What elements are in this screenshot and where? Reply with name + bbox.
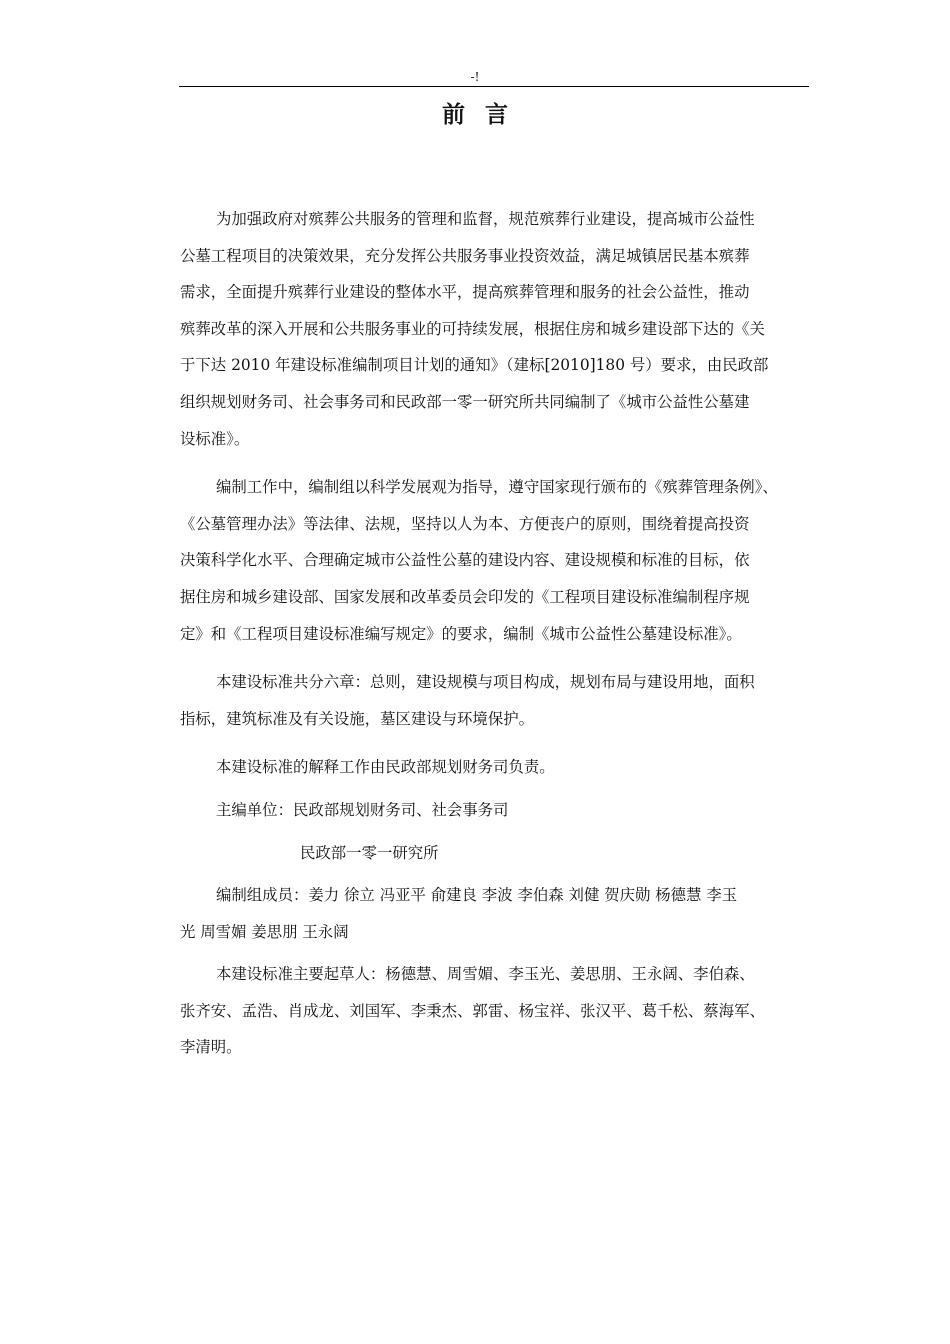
text-line: 指标，建筑标准及有关设施，墓区建设与环境保护。 (180, 709, 534, 728)
text-line: 编制工作中，编制组以科学发展观为指导，遵守国家现行颁布的《殡葬管理条例》、 (216, 478, 778, 497)
text-line: 本建设标准的解释工作由民政部规划财务司负责。 (216, 758, 555, 777)
text-line: 张齐安、孟浩、肖成龙、刘国军、李秉杰、郭雷、杨宝祥、张汉平、葛千松、蔡海军、 (180, 1001, 765, 1020)
text-line: 组织规划财务司、社会事务司和民政部一零一研究所共同编制了《城市公益性公墓建 (180, 392, 750, 411)
page-title: 前言 (442, 102, 528, 128)
text-line: 设标准》。 (180, 429, 250, 448)
paragraph-drafters (180, 956, 810, 1066)
text-line: 本建设标准共分六章：总则，建设规模与项目构成，规划布局与建设用地，面积 (216, 673, 755, 692)
text-line: 据住房和城乡建设部、国家发展和改革委员会印发的《工程项目建设标准编制程序规 (180, 587, 750, 606)
paragraph-chief-editor-2 (180, 835, 810, 872)
paragraph-gap (180, 652, 810, 664)
page-header-mark: -! (470, 70, 480, 84)
text-line: 光 周雪媚 姜思朋 王永阔 (180, 922, 349, 941)
document-body (180, 201, 810, 1066)
text-line: 本建设标准主要起草人：杨德慧、周雪媚、李玉光、姜思朋、王永阔、李伯森、 (216, 965, 755, 984)
text-line: 编制组成员：姜力 徐立 冯亚平 俞建良 李波 李伯森 刘健 贺庆勋 杨德慧 李玉 (216, 886, 738, 905)
paragraph-gap (180, 737, 810, 749)
paragraph-chief-editor (180, 792, 810, 829)
paragraph-members (180, 877, 810, 950)
paragraph-gap (180, 457, 810, 469)
text-line: 《公墓管理办法》等法律、法规，坚持以人为本、方便丧户的原则，围绕着提高投资 (180, 514, 750, 533)
paragraph-interpretation (180, 749, 810, 786)
text-line: 定》和《工程项目建设标准编写规定》的要求，编制《城市公益性公墓建设标准》。 (180, 624, 742, 643)
text-line: 公墓工程项目的决策效果，充分发挥公共服务事业投资效益，满足城镇居民基本殡葬 (180, 246, 750, 265)
text-line: 主编单位：民政部规划财务司、社会事务司 (216, 800, 509, 819)
text-line: 决策科学化水平、合理确定城市公益性公墓的建设内容、建设规模和标准的目标，依 (180, 551, 750, 570)
header-rule (179, 86, 809, 87)
text-line: 民政部一零一研究所 (300, 843, 439, 862)
paragraph-process (180, 469, 810, 652)
text-line: 李清明。 (180, 1038, 242, 1057)
text-line: 于下达 2010 年建设标准编制项目计划的通知》（建标[2010]180 号）要求，由民政部 (180, 356, 769, 375)
text-line: 殡葬改革的深入开展和公共服务事业的可持续发展，根据住房和城乡建设部下达的《关 (180, 319, 765, 338)
text-line: 为加强政府对殡葬公共服务的管理和监督，规范殡葬行业建设，提高城市公益性 (216, 210, 755, 228)
paragraph-chapters (180, 664, 810, 737)
text-line: 需求，全面提升殡葬行业建设的整体水平，提高殡葬管理和服务的社会公益性，推动 (180, 283, 750, 302)
paragraph-purpose (180, 201, 810, 457)
